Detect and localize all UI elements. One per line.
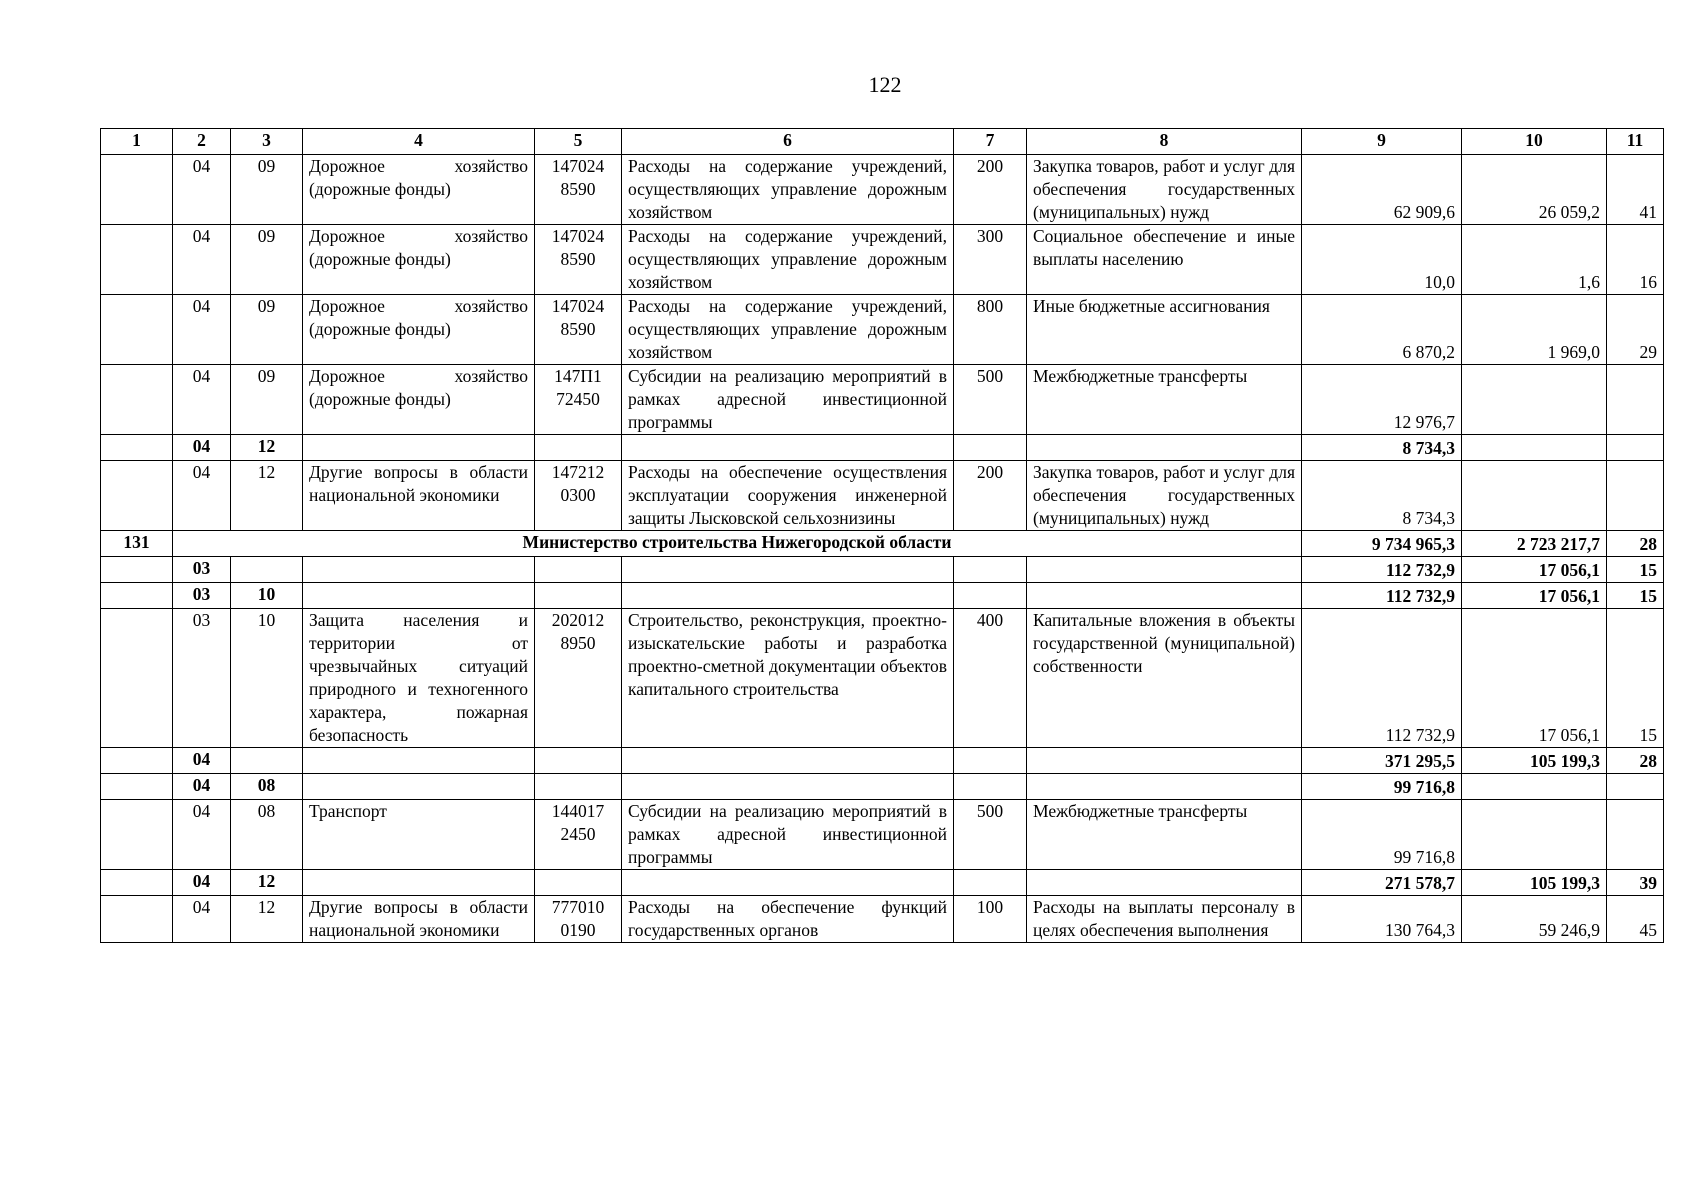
ministry-code-cell: 131 [101, 531, 173, 557]
cell-empty [303, 557, 535, 583]
section-code-cell: 04 [173, 748, 231, 774]
amount-cell: 105 199,3 [1462, 748, 1607, 774]
amount-cell: 371 295,5 [1302, 748, 1462, 774]
subtotal-row [101, 583, 1664, 609]
target-article-cell: 777010 0190 [535, 896, 622, 943]
expense-type-cell: 100 [954, 896, 1027, 943]
percent-cell: 15 [1607, 583, 1664, 609]
cell-empty [954, 870, 1027, 896]
percent-cell: 45 [1607, 896, 1664, 943]
subsection-code-cell: 09 [231, 155, 303, 225]
cell-empty [535, 748, 622, 774]
header-cell: 1 [101, 129, 173, 155]
section-name-cell: Другие вопросы в области национальной экономики [303, 461, 535, 531]
percent-cell [1607, 435, 1664, 461]
target-article-cell: 147024 8590 [535, 155, 622, 225]
amount-cell: 8 734,3 [1302, 435, 1462, 461]
subsection-code-cell: 10 [231, 583, 303, 609]
cell-empty [1027, 870, 1302, 896]
header-row [101, 129, 1664, 155]
table-row [101, 155, 1664, 225]
cell-empty [1027, 583, 1302, 609]
amount-cell: 17 056,1 [1462, 557, 1607, 583]
section-name-cell: Дорожное хозяйство (дорожные фонды) [303, 295, 535, 365]
target-article-cell: 144017 2450 [535, 800, 622, 870]
section-code-cell: 04 [173, 295, 231, 365]
target-article-name-cell: Субсидии на реализацию мероприятий в рамках адресной инвестиционной программы [622, 365, 954, 435]
subsection-code-cell: 09 [231, 225, 303, 295]
cell-empty [303, 870, 535, 896]
section-name-cell: Транспорт [303, 800, 535, 870]
table-row [101, 225, 1664, 295]
expense-type-name-cell: Расходы на выплаты персоналу в целях обеспечения выполнения [1027, 896, 1302, 943]
amount-cell [1462, 774, 1607, 800]
section-code-cell: 03 [173, 583, 231, 609]
cell-empty [954, 774, 1027, 800]
section-code-cell: 04 [173, 225, 231, 295]
cell-empty [622, 774, 954, 800]
percent-cell: 28 [1607, 748, 1664, 774]
expense-type-name-cell: Социальное обеспечение и иные выплаты населению [1027, 225, 1302, 295]
table-row [101, 800, 1664, 870]
page-number: 122 [868, 72, 902, 97]
cell-empty [954, 583, 1027, 609]
subsection-code-cell: 12 [231, 435, 303, 461]
section-code-cell: 04 [173, 800, 231, 870]
percent-cell: 41 [1607, 155, 1664, 225]
amount-cell: 271 578,7 [1302, 870, 1462, 896]
percent-cell: 15 [1607, 609, 1664, 748]
header-cell: 2 [173, 129, 231, 155]
target-article-name-cell: Расходы на содержание учреждений, осуществляющих управление дорожным хозяйством [622, 155, 954, 225]
amount-cell [1462, 365, 1607, 435]
cell-empty [101, 435, 173, 461]
target-article-cell: 147212 0300 [535, 461, 622, 531]
header-cell: 5 [535, 129, 622, 155]
expense-type-name-cell: Иные бюджетные ассигнования [1027, 295, 1302, 365]
table-row [101, 461, 1664, 531]
amount-cell: 6 870,2 [1302, 295, 1462, 365]
cell-empty [101, 800, 173, 870]
section-code-cell: 04 [173, 435, 231, 461]
subtotal-row [101, 435, 1664, 461]
cell-empty [101, 748, 173, 774]
section-code-cell: 04 [173, 870, 231, 896]
section-code-cell: 04 [173, 155, 231, 225]
expense-type-cell: 500 [954, 800, 1027, 870]
cell-empty [101, 870, 173, 896]
subsection-code-cell [231, 748, 303, 774]
cell-empty [622, 557, 954, 583]
table-row [101, 365, 1664, 435]
amount-cell: 17 056,1 [1462, 583, 1607, 609]
expense-type-name-cell: Закупка товаров, работ и услуг для обеспечения государственных (муниципальных) нужд [1027, 155, 1302, 225]
target-article-cell: 147024 8590 [535, 225, 622, 295]
cell-empty [622, 870, 954, 896]
subsection-code-cell: 09 [231, 365, 303, 435]
amount-cell: 9 734 965,3 [1302, 531, 1462, 557]
amount-cell: 10,0 [1302, 225, 1462, 295]
cell-empty [101, 583, 173, 609]
cell-empty [303, 748, 535, 774]
cell-empty [954, 557, 1027, 583]
cell-empty [101, 609, 173, 748]
subsection-code-cell: 08 [231, 800, 303, 870]
subsection-code-cell: 08 [231, 774, 303, 800]
target-article-name-cell: Строительство, реконструкция, проектно-изыскательские работы и разработка проектно-сметной документации объектов капитального строительства [622, 609, 954, 748]
subtotal-row [101, 774, 1664, 800]
amount-cell: 112 732,9 [1302, 583, 1462, 609]
section-code-cell: 03 [173, 609, 231, 748]
amount-cell: 112 732,9 [1302, 557, 1462, 583]
target-article-name-cell: Расходы на обеспечение функций государственных органов [622, 896, 954, 943]
cell-empty [535, 774, 622, 800]
target-article-name-cell: Расходы на содержание учреждений, осуществляющих управление дорожным хозяйством [622, 225, 954, 295]
section-name-cell: Дорожное хозяйство (дорожные фонды) [303, 365, 535, 435]
cell-empty [303, 435, 535, 461]
header-cell: 10 [1462, 129, 1607, 155]
target-article-name-cell: Расходы на обеспечение осуществления эксплуатации сооружения инженерной защиты Лысковской сельхознизины [622, 461, 954, 531]
cell-empty [954, 748, 1027, 774]
amount-cell: 1 969,0 [1462, 295, 1607, 365]
expense-type-name-cell: Капитальные вложения в объекты государственной (муниципальной) собственности [1027, 609, 1302, 748]
amount-cell: 59 246,9 [1462, 896, 1607, 943]
amount-cell: 99 716,8 [1302, 800, 1462, 870]
cell-empty [1027, 748, 1302, 774]
cell-empty [101, 225, 173, 295]
section-code-cell: 03 [173, 557, 231, 583]
cell-empty [1027, 774, 1302, 800]
subsection-code-cell: 12 [231, 870, 303, 896]
percent-cell [1607, 461, 1664, 531]
header-cell: 3 [231, 129, 303, 155]
amount-cell: 62 909,6 [1302, 155, 1462, 225]
header-cell: 6 [622, 129, 954, 155]
cell-empty [101, 557, 173, 583]
table-row [101, 896, 1664, 943]
target-article-cell: 147024 8590 [535, 295, 622, 365]
table-row [101, 295, 1664, 365]
cell-empty [535, 435, 622, 461]
cell-empty [535, 557, 622, 583]
subsection-code-cell: 09 [231, 295, 303, 365]
expense-type-name-cell: Закупка товаров, работ и услуг для обеспечения государственных (муниципальных) нужд [1027, 461, 1302, 531]
expense-type-cell: 800 [954, 295, 1027, 365]
expense-type-cell: 200 [954, 155, 1027, 225]
cell-empty [101, 461, 173, 531]
amount-cell [1462, 800, 1607, 870]
cell-empty [1027, 435, 1302, 461]
cell-empty [622, 583, 954, 609]
section-name-cell: Дорожное хозяйство (дорожные фонды) [303, 225, 535, 295]
subtotal-row [101, 557, 1664, 583]
subtotal-row [101, 748, 1664, 774]
percent-cell [1607, 365, 1664, 435]
percent-cell: 28 [1607, 531, 1664, 557]
subsection-code-cell: 12 [231, 461, 303, 531]
cell-empty [1027, 557, 1302, 583]
section-name-cell: Другие вопросы в области национальной экономики [303, 896, 535, 943]
expense-type-name-cell: Межбюджетные трансферты [1027, 800, 1302, 870]
section-name-cell: Дорожное хозяйство (дорожные фонды) [303, 155, 535, 225]
percent-cell: 15 [1607, 557, 1664, 583]
cell-empty [954, 435, 1027, 461]
expense-type-cell: 400 [954, 609, 1027, 748]
cell-empty [101, 365, 173, 435]
section-code-cell: 04 [173, 896, 231, 943]
target-article-cell: 147П1 72450 [535, 365, 622, 435]
table-row [101, 609, 1664, 748]
subsection-code-cell: 12 [231, 896, 303, 943]
expense-type-cell: 200 [954, 461, 1027, 531]
cell-empty [101, 155, 173, 225]
header-cell: 11 [1607, 129, 1664, 155]
section-code-cell: 04 [173, 774, 231, 800]
percent-cell [1607, 800, 1664, 870]
amount-cell: 105 199,3 [1462, 870, 1607, 896]
amount-cell: 112 732,9 [1302, 609, 1462, 748]
ministry-row [101, 531, 1664, 557]
section-code-cell: 04 [173, 365, 231, 435]
cell-empty [303, 583, 535, 609]
cell-empty [303, 774, 535, 800]
subtotal-row [101, 870, 1664, 896]
amount-cell: 1,6 [1462, 225, 1607, 295]
header-cell: 9 [1302, 129, 1462, 155]
percent-cell: 16 [1607, 225, 1664, 295]
amount-cell: 26 059,2 [1462, 155, 1607, 225]
header-cell: 4 [303, 129, 535, 155]
amount-cell [1462, 435, 1607, 461]
amount-cell: 12 976,7 [1302, 365, 1462, 435]
expense-type-cell: 300 [954, 225, 1027, 295]
amount-cell [1462, 461, 1607, 531]
section-name-cell: Защита населения и территории от чрезвычайных ситуаций природного и техногенного характера, пожарная безопасность [303, 609, 535, 748]
percent-cell: 29 [1607, 295, 1664, 365]
cell-empty [101, 896, 173, 943]
target-article-name-cell: Субсидии на реализацию мероприятий в рамках адресной инвестиционной программы [622, 800, 954, 870]
cell-empty [622, 435, 954, 461]
budget-table [100, 128, 1664, 943]
cell-empty [101, 774, 173, 800]
amount-cell: 99 716,8 [1302, 774, 1462, 800]
ministry-title-cell: Министерство строительства Нижегородской области [173, 531, 1302, 557]
subsection-code-cell: 10 [231, 609, 303, 748]
amount-cell: 8 734,3 [1302, 461, 1462, 531]
target-article-cell: 202012 8950 [535, 609, 622, 748]
cell-empty [535, 870, 622, 896]
header-cell: 8 [1027, 129, 1302, 155]
amount-cell: 130 764,3 [1302, 896, 1462, 943]
expense-type-name-cell: Межбюджетные трансферты [1027, 365, 1302, 435]
percent-cell [1607, 774, 1664, 800]
target-article-name-cell: Расходы на содержание учреждений, осуществляющих управление дорожным хозяйством [622, 295, 954, 365]
amount-cell: 2 723 217,7 [1462, 531, 1607, 557]
amount-cell: 17 056,1 [1462, 609, 1607, 748]
cell-empty [622, 748, 954, 774]
percent-cell: 39 [1607, 870, 1664, 896]
subsection-code-cell [231, 557, 303, 583]
cell-empty [101, 295, 173, 365]
expense-type-cell: 500 [954, 365, 1027, 435]
cell-empty [535, 583, 622, 609]
header-cell: 7 [954, 129, 1027, 155]
section-code-cell: 04 [173, 461, 231, 531]
